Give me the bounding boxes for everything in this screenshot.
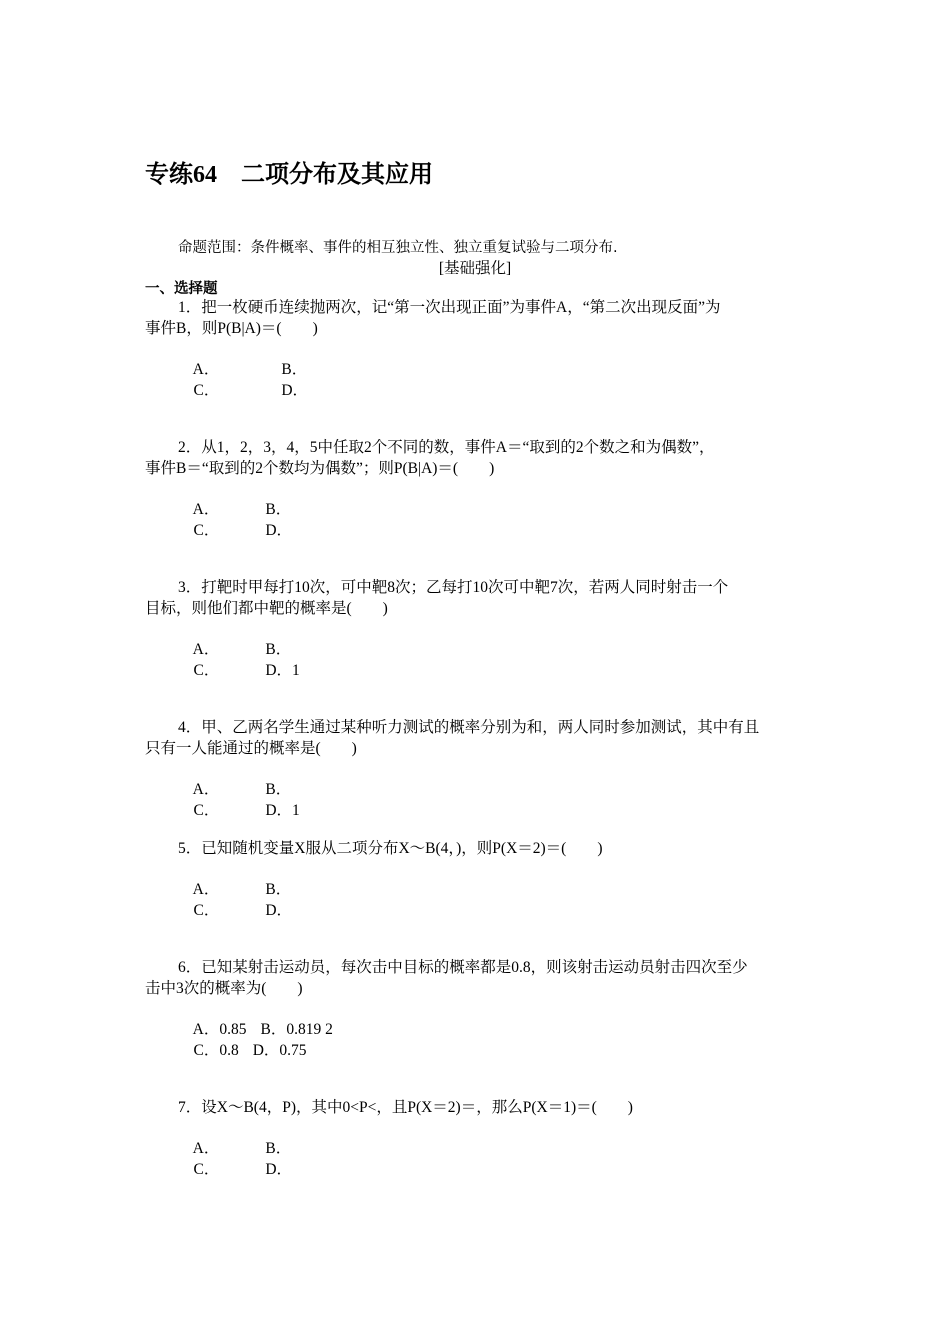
option-c: C． bbox=[193, 902, 220, 919]
question-3-line-1: 3．打靶时甲每打10次，可中靶8次；乙每打10次可中靶7次，若两人同时射击一个 bbox=[178, 579, 729, 596]
option-a: A． bbox=[192, 501, 220, 518]
question-6-options-cd bbox=[178, 1021, 307, 1081]
question-3-line-2: 目标，则他们都中靶的概率是( ) bbox=[145, 600, 388, 617]
question-2-options-cd bbox=[178, 501, 292, 561]
question-2-line-2: 事件B＝“取到的2个数均为偶数”；则P(B|A)＝( ) bbox=[145, 460, 495, 477]
option-c: C． bbox=[193, 802, 220, 819]
question-7-line-1: 7．设X～B(4，P)，其中0<P<，且P(X＝2)＝，那么P(X＝1)＝( ) bbox=[178, 1099, 633, 1116]
scope-note: 命题范围：条件概率、事件的相互独立性、独立重复试验与二项分布. bbox=[178, 240, 618, 256]
option-c: C． bbox=[193, 382, 220, 399]
question-6-line-2: 击中3次的概率为( ) bbox=[145, 980, 303, 997]
section-label: [基础强化] bbox=[438, 260, 512, 277]
option-d: D． bbox=[265, 902, 293, 919]
option-d: D．1 bbox=[265, 802, 300, 819]
option-d: D． bbox=[265, 522, 293, 539]
option-d: D． bbox=[281, 382, 309, 399]
option-b: B． bbox=[265, 781, 292, 798]
page-title: 专练64 二项分布及其应用 bbox=[145, 162, 433, 188]
question-5-options-cd bbox=[178, 881, 292, 941]
option-a: A． bbox=[192, 641, 220, 658]
option-d: D．1 bbox=[265, 662, 300, 679]
option-a: A．0.85 bbox=[192, 1021, 247, 1038]
option-b: B． bbox=[265, 641, 292, 658]
option-c: C． bbox=[193, 662, 220, 679]
question-2-line-1: 2．从1，2，3，4，5中任取2个不同的数，事件A＝“取到的2个数之和为偶数”， bbox=[178, 439, 715, 456]
question-5-line-1: 5．已知随机变量X服从二项分布X～B(4，)，则P(X＝2)＝( ) bbox=[178, 840, 603, 857]
section-heading: 一、选择题 bbox=[145, 281, 218, 297]
option-a: A． bbox=[192, 1140, 220, 1157]
question-4-options-cd bbox=[178, 781, 300, 841]
question-6-line-1: 6．已知某射击运动员，每次击中目标的概率都是0.8，则该射击运动员射击四次至少 bbox=[178, 959, 748, 976]
option-c: C．0.8 bbox=[193, 1042, 239, 1059]
option-a: A． bbox=[192, 361, 220, 378]
option-d: D．0.75 bbox=[252, 1042, 307, 1059]
option-c: C． bbox=[193, 1161, 220, 1178]
option-b: B． bbox=[265, 1140, 292, 1157]
option-b: B． bbox=[265, 881, 292, 898]
question-1-line-2: 事件B，则P(B|A)＝( ) bbox=[145, 320, 318, 337]
option-a: A． bbox=[192, 881, 220, 898]
question-4-line-2: 只有一人能通过的概率是( ) bbox=[145, 740, 357, 757]
option-c: C． bbox=[193, 522, 220, 539]
question-1-options-cd bbox=[178, 361, 308, 421]
question-7-options-cd bbox=[178, 1140, 292, 1200]
option-d: D． bbox=[265, 1161, 293, 1178]
option-b: B．0.819 2 bbox=[260, 1021, 333, 1038]
option-b: B． bbox=[281, 361, 308, 378]
option-b: B． bbox=[265, 501, 292, 518]
question-1-line-1: 1．把一枚硬币连续抛两次，记“第一次出现正面”为事件A，“第二次出现反面”为 bbox=[178, 299, 721, 316]
option-a: A． bbox=[192, 781, 220, 798]
question-4-line-1: 4．甲、乙两名学生通过某种听力测试的概率分别为和，两人同时参加测试，其中有且 bbox=[178, 719, 760, 736]
question-3-options-cd bbox=[178, 641, 300, 701]
